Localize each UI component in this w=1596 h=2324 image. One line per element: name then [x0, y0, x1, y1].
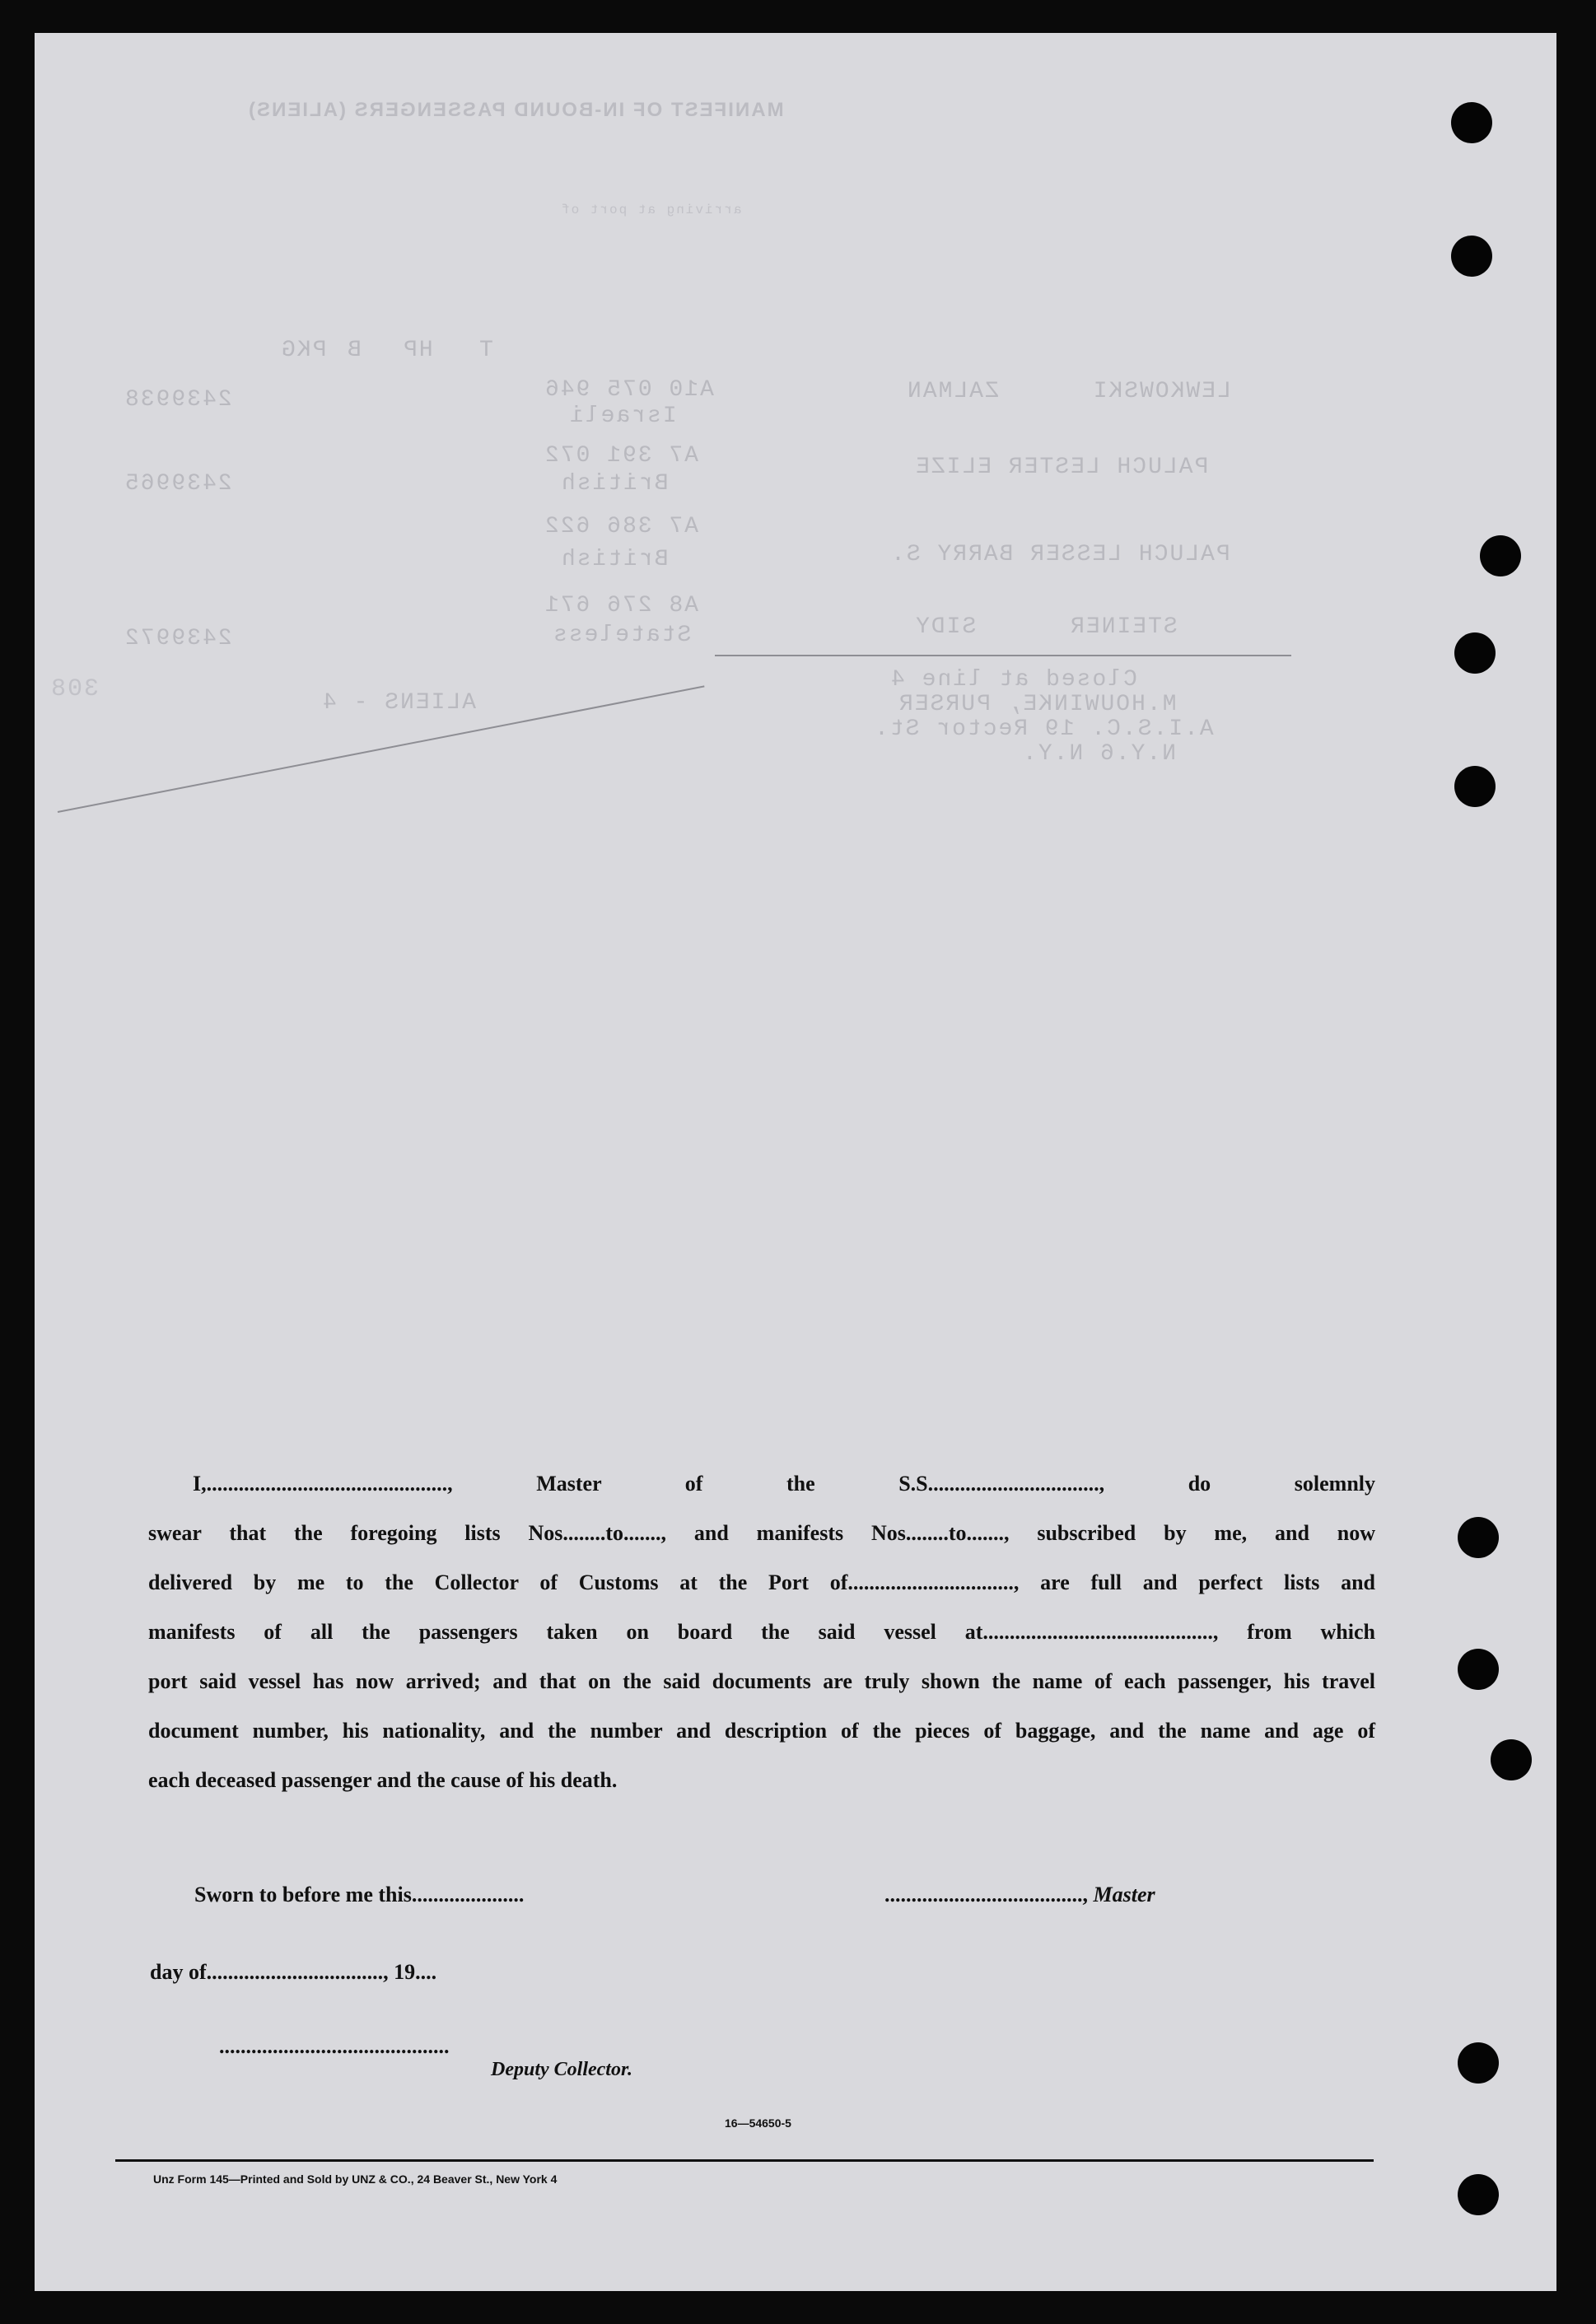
bleed-row-name: LEWKOWSKI ZALMAN: [906, 379, 1231, 404]
bleed-row-nat: British: [560, 547, 669, 572]
bleed-row-nat: British: [560, 471, 669, 497]
bleed-closing-note: A.I.S.C. 19 Rector St.: [873, 716, 1214, 742]
punch-hole: [1458, 1517, 1499, 1558]
bleed-row-ticket: 2439938: [124, 387, 232, 413]
bleed-header-sub: arriving at port of: [560, 203, 742, 217]
oath-line: I,............................................., Master of the S.S................................, do solemnly: [193, 1472, 1375, 1496]
oath-line: manifests of all the passengers taken on board the said vessel at..........................................., from which: [148, 1620, 1375, 1644]
punch-hole: [1451, 102, 1492, 143]
oath-line: each deceased passenger and the cause of his death.: [148, 1768, 618, 1792]
punch-hole: [1458, 2042, 1499, 2084]
bleed-aliens-note: ALIENS - 4: [321, 690, 477, 716]
bleed-header: MANIFEST OF IN-BOUND PASSENGERS (ALIENS): [247, 99, 784, 121]
printer-footer: Unz Form 145—Printed and Sold by UNZ & CO., 24 Beaver St., New York 4: [153, 2172, 558, 2186]
oath-line: delivered by me to the Collector of Customs at the Port of..............................., are full and perfect lists and: [148, 1570, 1375, 1594]
punch-hole: [1454, 632, 1496, 674]
bleed-row-doc: A8 276 671: [544, 593, 699, 618]
footer-rule: [115, 2159, 1374, 2162]
punch-hole: [1491, 1739, 1532, 1780]
master-signature-line: [884, 1883, 1155, 1907]
oath-line: document number, his nationality, and the number and description of the pieces of baggage, and the name and age of: [148, 1719, 1375, 1743]
oath-line: port said vessel has now arrived; and that on the said documents are truly shown the name of each passenger, his travel: [148, 1669, 1375, 1693]
bleed-row-name: STEINER SIDY: [914, 614, 1178, 640]
day-of-line: day of................................., 19....: [150, 1960, 437, 1984]
deputy-dots: ...........................................: [219, 2034, 450, 2058]
master-dots: .....................................,: [884, 1883, 1088, 1906]
bleed-row-name: PALUCH LESTER ELIZE: [914, 455, 1209, 480]
bleed-row-nat: Stateless: [552, 623, 692, 648]
bleed-col-pkg: PKG: [280, 338, 327, 363]
bleed-row-doc: A7 391 072: [544, 443, 699, 469]
punch-hole: [1451, 236, 1492, 277]
bleed-col-hp: HP: [402, 338, 433, 363]
bleed-closing-note: M.HOUWINKE, PURSER: [898, 692, 1177, 717]
bleed-row-ticket: 2439972: [124, 626, 232, 651]
bleed-closing-note: Closed at line 4: [889, 667, 1137, 693]
bleed-closing-note: N.Y.6 N.Y.: [1021, 741, 1177, 767]
oath-paragraph: [115, 1459, 1375, 1805]
bleed-rule-line: [715, 655, 1291, 656]
punch-hole: [1480, 535, 1521, 576]
bleed-row-ticket: 2439965: [124, 471, 232, 497]
deputy-collector-label: Deputy Collector.: [491, 2059, 632, 2080]
punch-hole: [1458, 2174, 1499, 2215]
bleed-row-name: PALUCH LESSER BARRY S.: [889, 542, 1230, 567]
bleed-row-doc: A7 386 622: [544, 514, 699, 539]
master-label: Master: [1093, 1883, 1155, 1906]
bleed-col-t: T: [478, 338, 493, 363]
bleed-col-b: B: [346, 338, 362, 363]
bleed-page-number: 308: [49, 675, 100, 703]
punch-hole: [1454, 766, 1496, 807]
sworn-before-line: Sworn to before me this.....................: [194, 1883, 525, 1906]
manifest-page: [35, 33, 1556, 2291]
bleed-row-doc: A10 075 946: [544, 377, 714, 403]
bleed-row-nat: Israeli: [568, 404, 677, 429]
form-number: 16—54650-5: [725, 2116, 791, 2130]
punch-hole: [1458, 1649, 1499, 1690]
oath-line: swear that the foregoing lists Nos........to......., and manifests Nos........to......., subscribed by me, and now: [148, 1521, 1375, 1545]
